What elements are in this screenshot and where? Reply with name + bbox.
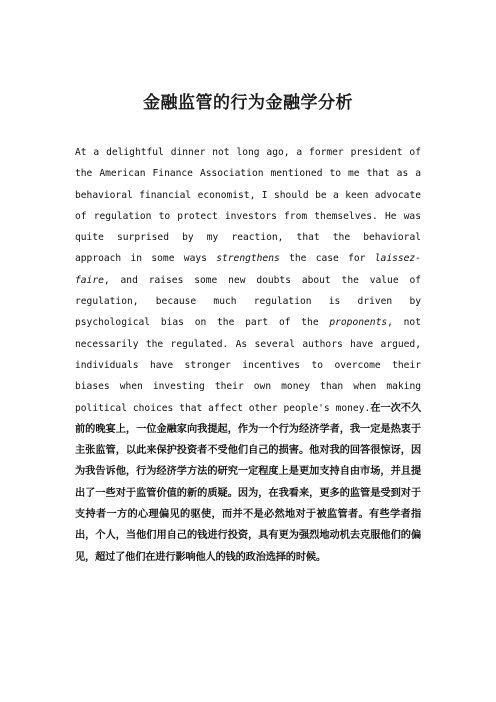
emphasis-strengthens: strengthens	[216, 253, 280, 265]
paragraph-text-3: , and raises some new doubts about the value of regulation, because much regulation is driven by psychological bias on the part of the	[75, 274, 421, 329]
page-title: 金融监管的行为金融学分析	[143, 93, 353, 113]
body-paragraph	[75, 142, 421, 568]
chinese-translation: 在一次不久前的晚宴上，一位金融家向我提起，作为一个行为经济学者，我一定是热衷于主张监管，以此来保护投资者不受他们自己的损害。他对我的回答很惊讶，因为我告诉他，行为经济学方法的研究一定程度上是更加支持自由市场，并且提出了一些对于监管价值的新的质疑。因为，在我看来，更多的监管是受到对于支持者一方的心理偏见的驱使，而并不是必然地对于被监管者。有些学者指出，个人，当他们用自己的钱进行投资，具有更为强烈地动机去克服他们的偏见，超过了他们在进行影响他人的钱的政治选择的时候。	[75, 402, 421, 563]
emphasis-proponents: proponents	[329, 317, 388, 329]
paragraph-text-4: , not necessarily the regulated. As several authors have argued, individuals have stronger incentives to overcome their biases when investing their own money than when making political choices that affect other people's money.	[75, 317, 421, 414]
paragraph-text-1: At a delightful dinner not long ago, a former president of the American Finance Association mentioned to me that as a behavioral financial economist, I should be a keen advocate of regulation to protect investors from themselves. He was quite surprised by my reaction, that the behavioral approach in some ways	[75, 147, 421, 265]
paragraph-text-2: the case for	[279, 253, 375, 265]
emphasis-laissez-faire: laissez-faire	[75, 253, 421, 286]
